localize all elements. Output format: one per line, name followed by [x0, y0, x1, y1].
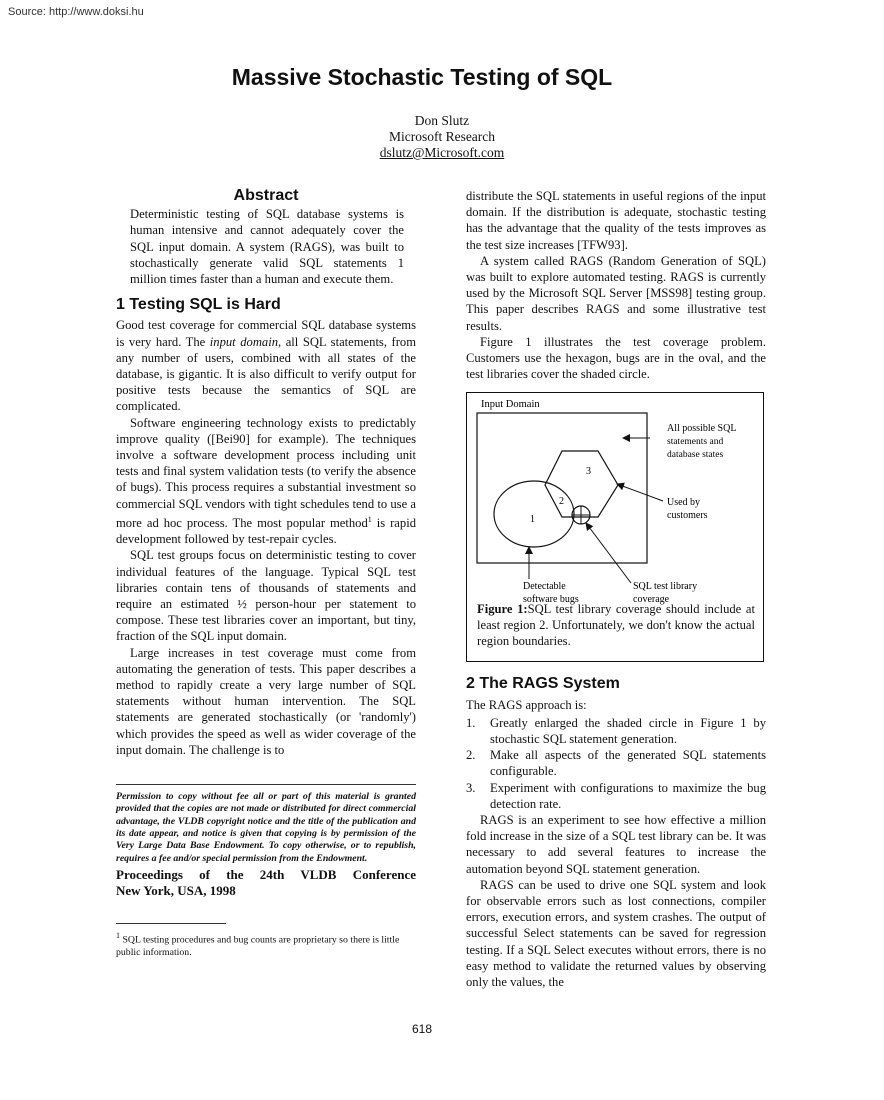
footnote-divider [116, 923, 226, 924]
section2-intro: The RAGS approach is: [466, 697, 587, 712]
section1-p2-part-a: Software engineering technology exists to predictably improve quality ([Bei90] for example). The techniques involve a software development process including unit tests and final system validation tests (to verify the absence of bugs). This process requires a substantial investment so commercial SQL vendors with tight schedules tend to use a more ad hoc process. The most popular method [116, 415, 416, 531]
rags-approach-list [466, 715, 766, 812]
section1-paragraph-4: Large increases in test coverage must come from automating the generation of tests. This paper describes a method to rapidly create a very large number of SQL statements without human intervention. The SQL statements are generated stochastically (or 'randomly') which provides the speed as well as wider coverage of the input domain. The challenge is to [116, 645, 416, 757]
proceedings-line-1: Proceedings of the 24th VLDB Conference [116, 866, 416, 882]
paper-title: Massive Stochastic Testing of SQL [231, 64, 613, 90]
label-used-by-2: customers [667, 510, 708, 522]
col2-paragraph-3: Figure 1 illustrates the test coverage problem. Customers use the hexagon, bugs are in the oval, and the test libraries cover the shaded circle. [466, 334, 766, 382]
region-2-label: 2 [559, 496, 564, 508]
arrow-sql-library [586, 523, 631, 583]
list-item [466, 747, 766, 779]
section1-paragraph-1 [116, 317, 416, 414]
label-detectable-2: software bugs [523, 594, 579, 606]
section1-paragraph-2 [116, 415, 416, 548]
divider [116, 784, 416, 785]
footnote [116, 930, 416, 959]
label-all-sql-2: statements and [667, 437, 724, 448]
section2-paragraph-2: RAGS can be used to drive one SQL system and look for observable errors such as lost connections, compiler errors, execution errors, and system crashes. The output of successful Select statements can be saved for regression testing. If a SQL Select executes without errors, there is no easy method to validate the returned values by observing only the values, the [466, 877, 766, 990]
section1-p1-part-a: Good test coverage for commercial SQL database systems is very hard. The [116, 318, 416, 349]
section1-heading: 1 Testing SQL is Hard [116, 296, 281, 314]
footnote-ref: 1 [367, 514, 372, 524]
author-email[interactable]: dslutz@Microsoft.com [379, 145, 505, 160]
label-sql-library-1: SQL test library [633, 581, 698, 593]
list-item [466, 780, 766, 812]
section1-p1-part-b: , all SQL statements, from any number of users, combined with all states of the database, is gigantic. It is also difficult to verify output for positive tests because the semantics of SQL are complicated. [116, 334, 417, 414]
footnote-text: SQL testing procedures and bug counts are proprietary so there is little public information. [116, 934, 400, 958]
figure-1-caption [477, 601, 755, 649]
source-url: Source: http://www.doksi.hu [8, 6, 144, 18]
author-block [0, 113, 884, 161]
list-item-text: Make all aspects of the generated SQL statements configurable. [490, 748, 766, 779]
abstract-text: Deterministic testing of SQL database systems is human intensive and cannot adequately cover the SQL input domain. A system (RAGS), was built to stochastically generate valid SQL statements 1 million times faster than a human and execute them. [130, 207, 404, 287]
col2-paragraph-2: A system called RAGS (Random Generation of SQL) was built to explore automated testing. RAGS is currently used by the Microsoft SQL Server [MSS98] testing group. This paper describes RAGS and some illustrative test results. [466, 253, 766, 333]
list-item-text: Greatly enlarged the shaded circle in Figure 1 by stochastic SQL statement generation. [490, 715, 766, 747]
label-detectable-1: Detectable [523, 581, 566, 593]
input-domain-rect [477, 413, 647, 563]
col2-paragraph-1: distribute the SQL statements in useful regions of the input domain. If the distribution is adequate, stochastic testing has the advantage that the quality of the tests improves as the test size increases [TFW93]. [466, 189, 766, 252]
label-all-sql-3: database states [667, 450, 724, 461]
section1-p1-emphasis: input domain [209, 334, 279, 349]
list-item-number: 3. [466, 780, 476, 795]
list-item-number: 1. [466, 715, 476, 730]
section2-heading: 2 The RAGS System [466, 675, 620, 693]
list-item [466, 715, 766, 747]
proceedings-line-2: New York, USA, 1998 [116, 882, 236, 898]
label-sql-library-2: coverage [633, 594, 670, 606]
section2-paragraph-1: RAGS is an experiment to see how effective a million fold increase in the size of a SQL test library can be. It was necessary to add several features to increase the automation beyond SQL statement generation. [466, 813, 766, 876]
right-column [466, 188, 766, 990]
page-number: 618 [411, 1022, 433, 1036]
list-item-number: 2. [466, 748, 476, 763]
arrow-used-by [617, 484, 663, 501]
region-1-label: 1 [530, 514, 535, 526]
figure-1-caption-label: Figure 1: [477, 602, 528, 617]
abstract-heading: Abstract [233, 187, 299, 204]
footnote-mark: 1 [116, 930, 120, 940]
left-column [116, 188, 416, 959]
region-3-label: 3 [586, 466, 591, 478]
author-name: Don Slutz [414, 113, 470, 128]
input-domain-label: Input Domain [481, 399, 540, 411]
section1-p2-part-b: is rapid development followed by test-repair cycles. [116, 516, 416, 547]
section1-paragraph-3: SQL test groups focus on deterministic testing to cover individual features of the language. Typical SQL test libraries contain tens of thousands of statements and require an estimated ½ person-hour per statement to compose. These test libraries cover an important, but tiny, fraction of the SQL input domain. [116, 548, 416, 644]
figure-1-caption-text: SQL test library coverage should include at least region 2. Unfortunately, we don't know the actual region boundaries. [477, 602, 755, 649]
proceedings [116, 867, 416, 899]
permission-notice: Permission to copy without fee all or part of this material is granted provided that the copies are not made or distributed for direct commercial advantage, the VLDB copyright notice and the title of the publication and its date appear, and notice is given that copying is by permission of the Very Large Data Base Endowment. To copy otherwise, or to republish, requires a fee and/or special permission from the Endowment. [116, 791, 416, 864]
list-item-text: Experiment with configurations to maximize the bug detection rate. [490, 780, 766, 811]
author-affiliation: Microsoft Research [388, 129, 496, 144]
figure-1 [466, 392, 764, 662]
label-all-sql-1: All possible SQL [667, 423, 737, 435]
figure-1-diagram [467, 393, 763, 606]
label-used-by-1: Used by [667, 497, 701, 509]
